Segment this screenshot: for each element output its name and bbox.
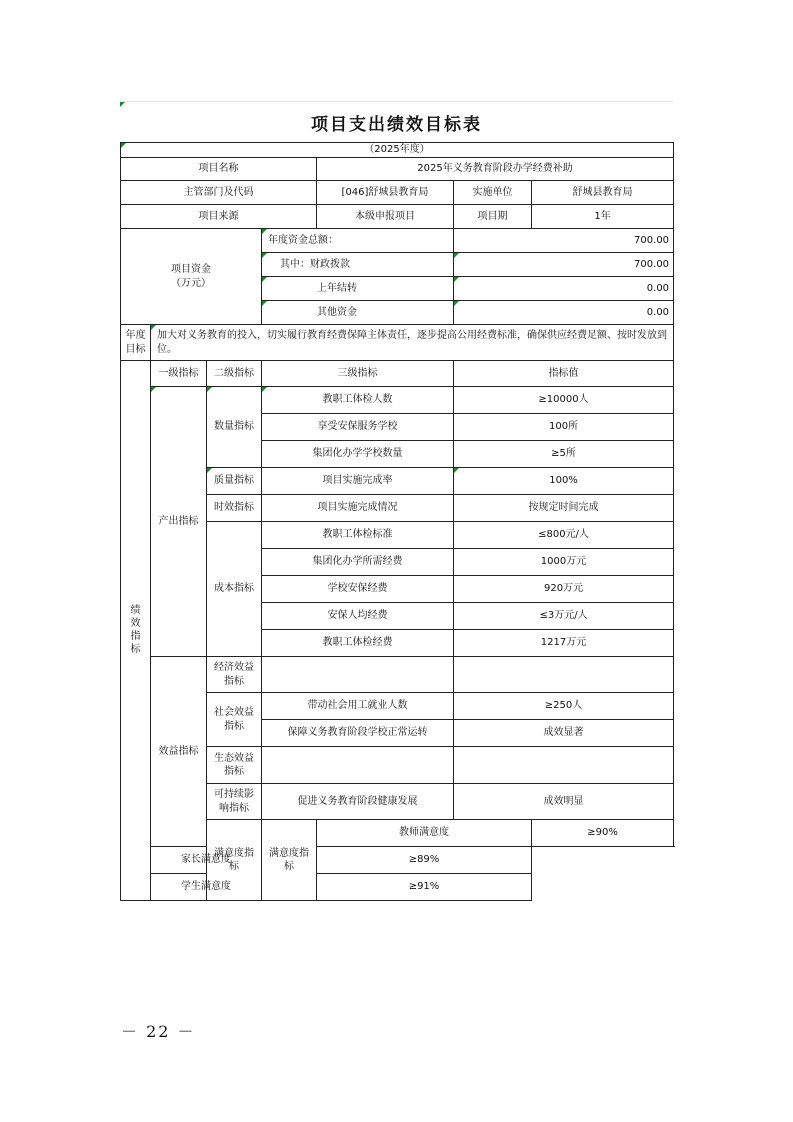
quality-indicator-label: 质量指标 [207, 468, 262, 495]
header-level1: 一级指标 [151, 361, 207, 387]
indicator-name: 教职工体检经费 [262, 630, 454, 657]
eco-indicator-label: 生态效益指标 [207, 747, 262, 784]
indicators-section-label [121, 361, 151, 901]
header-level3: 三级指标 [262, 361, 454, 387]
indicator-name: 安保人均经费 [262, 603, 454, 630]
period-label: 项目期 [454, 205, 532, 229]
indicator-value: ≥10000人 [454, 387, 674, 414]
indicator-value: ≥89% [317, 847, 532, 874]
time-indicator-label: 时效指标 [207, 495, 262, 522]
indicator-value: 成效显著 [454, 720, 674, 747]
indicator-value: 100% [454, 468, 674, 495]
performance-table [120, 142, 674, 901]
indicator-name: 学生满意度 [151, 874, 262, 901]
funds-fiscal-label: 其中：财政拨款 [262, 253, 454, 277]
impl-label: 实施单位 [454, 181, 532, 205]
output-indicator-label: 产出指标 [151, 387, 207, 657]
annual-goal-label: 年度目标 [121, 325, 151, 361]
year-label: （2025年度） [121, 143, 674, 158]
indicator-name: 带动社会用工就业人数 [262, 693, 454, 720]
dept-label: 主管部门及代码 [121, 181, 317, 205]
funds-other-label: 其他资金 [262, 301, 454, 325]
project-name-value: 2025年义务教育阶段办学经费补助 [317, 158, 674, 181]
quantity-indicator-label: 数量指标 [207, 387, 262, 468]
annual-goal-text: 加大对义务教育的投入，切实履行教育经费保障主体责任，逐步提高公用经费标准，确保供应经费足额、按时发放到位。 [151, 325, 674, 361]
indicator-name: 项目实施完成情况 [262, 495, 454, 522]
indicators-section-text: 绩效指标 [130, 605, 141, 656]
indicator-name: 家长满意度 [151, 847, 262, 874]
funds-carry-value: 0.00 [454, 277, 674, 301]
header-value: 指标值 [454, 361, 674, 387]
indicator-name-empty [262, 747, 454, 784]
indicator-value: 1217万元 [454, 630, 674, 657]
source-value: 本级申报项目 [317, 205, 454, 229]
economic-indicator-label: 经济效益指标 [207, 657, 262, 693]
benefit-indicator-label: 效益指标 [151, 657, 207, 847]
indicator-name: 学校安保经费 [262, 576, 454, 603]
indicator-name: 教职工体检人数 [262, 387, 454, 414]
social-indicator-label: 社会效益指标 [207, 693, 262, 747]
funds-total-label: 年度资金总额： [262, 229, 454, 253]
indicator-name: 教职工体检标准 [262, 522, 454, 549]
source-label: 项目来源 [121, 205, 317, 229]
indicator-value: 1000万元 [454, 549, 674, 576]
title-box [120, 101, 673, 142]
satisfaction-sub-indicator-label: 满意度指标 [262, 820, 317, 901]
period-value: 1年 [532, 205, 674, 229]
indicator-value: ≤3万元/人 [454, 603, 674, 630]
indicator-value: 按规定时间完成 [454, 495, 674, 522]
header-level2: 二级指标 [207, 361, 262, 387]
funds-fiscal-value: 700.00 [454, 253, 674, 277]
impl-value: 舒城县教育局 [532, 181, 674, 205]
indicator-value: 100所 [454, 414, 674, 441]
performance-target-sheet [120, 101, 673, 901]
indicator-value: 920万元 [454, 576, 674, 603]
indicator-value-empty [454, 657, 674, 693]
funds-label [121, 229, 262, 325]
satisfaction-indicator-label: 满意度指标 [207, 820, 262, 901]
indicator-value: ≥90% [532, 820, 674, 847]
indicator-value: ≥5所 [454, 441, 674, 468]
funds-carry-label: 上年结转 [262, 277, 454, 301]
indicator-value: ≥250人 [454, 693, 674, 720]
indicator-value-empty [454, 747, 674, 784]
funds-other-value: 0.00 [454, 301, 674, 325]
page-number: － 22 － [121, 1022, 196, 1041]
indicator-value: 成效明显 [454, 784, 674, 820]
funds-total-value: 700.00 [454, 229, 674, 253]
indicator-name: 集团化办学所需经费 [262, 549, 454, 576]
indicator-name: 集团化办学学校数量 [262, 441, 454, 468]
indicator-name: 教师满意度 [317, 820, 532, 847]
indicator-name: 促进义务教育阶段健康发展 [262, 784, 454, 820]
project-name-label: 项目名称 [121, 158, 317, 181]
dept-value: [046]舒城县教育局 [317, 181, 454, 205]
indicator-name: 项目实施完成率 [262, 468, 454, 495]
indicator-name: 享受安保服务学校 [262, 414, 454, 441]
indicator-name-empty [262, 657, 454, 693]
sustain-indicator-label: 可持续影响指标 [207, 784, 262, 820]
indicator-name: 保障义务教育阶段学校正常运转 [262, 720, 454, 747]
cost-indicator-label: 成本指标 [207, 522, 262, 657]
funds-label-text: 项目资金 （万元） [171, 264, 211, 289]
page-title: 项目支出绩效目标表 [311, 114, 482, 135]
green-corner-marker [120, 102, 125, 107]
indicator-value: ≤800元/人 [454, 522, 674, 549]
indicator-value: ≥91% [317, 874, 532, 901]
